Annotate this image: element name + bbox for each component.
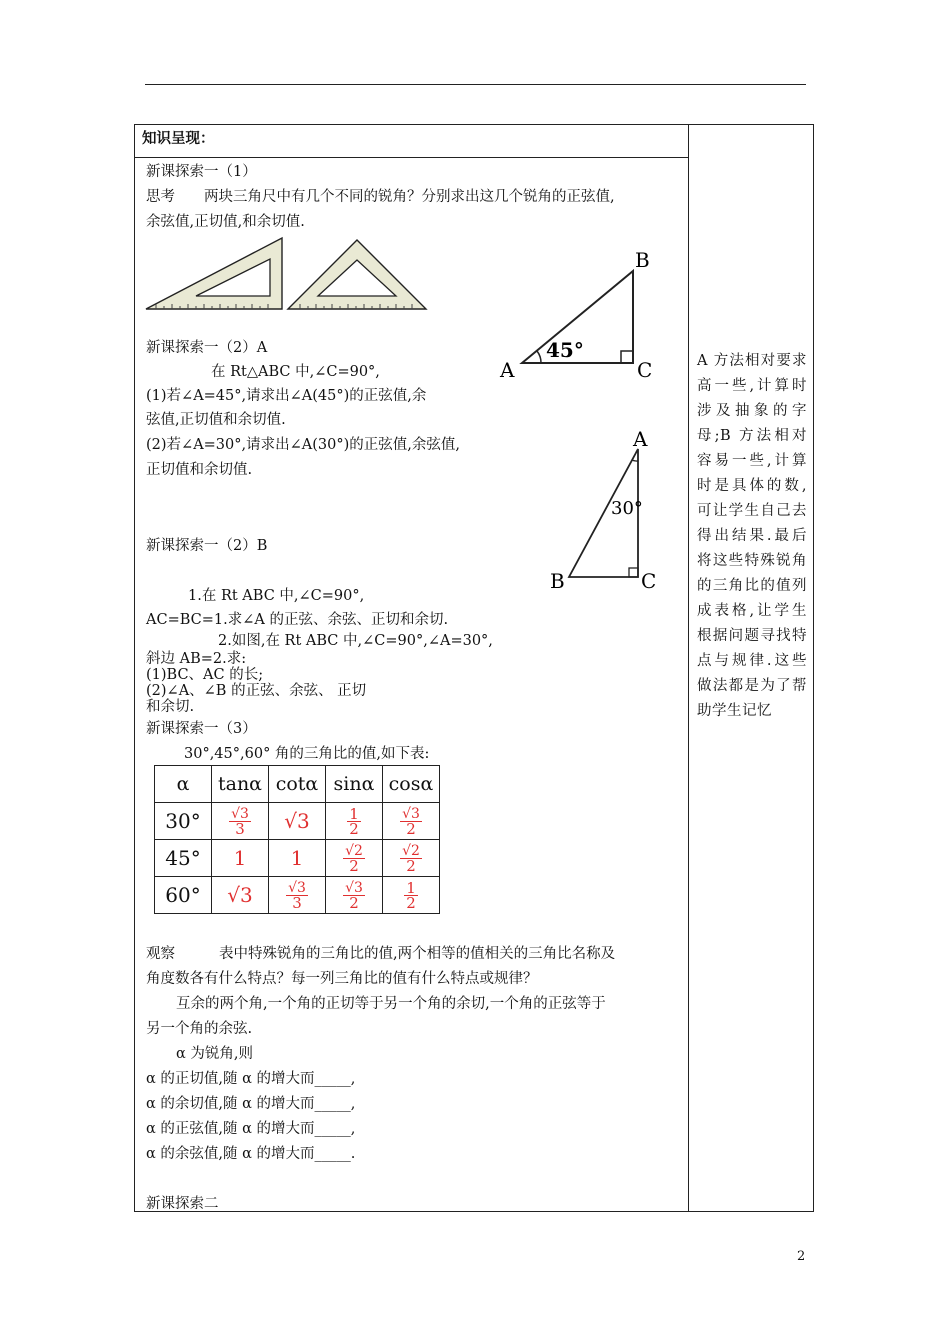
page-number: 2 <box>797 1249 806 1264</box>
angle-cell: 60° <box>155 877 212 914</box>
section2b-q2-line2: 斜边 AB=2.求: <box>146 651 247 667</box>
sin-value: $\frac{1}{2}$ <box>326 803 383 840</box>
cos-value: $\frac{1}{2}$ <box>383 877 440 914</box>
section2a-title: 新课探索一（2）A <box>146 340 268 356</box>
angle-cell: 30° <box>155 803 212 840</box>
table-header-cell: cotα <box>269 766 326 803</box>
table-header-cell: cosα <box>383 766 440 803</box>
table-header-cell: tanα <box>212 766 269 803</box>
set-square-45 <box>288 240 426 309</box>
table-row <box>155 877 440 914</box>
tan-value: $\frac{√3}{3}$ <box>212 803 269 840</box>
triangle1-vertex-a: A <box>500 358 515 382</box>
table-header-row <box>155 766 440 803</box>
triangle1-vertex-c: C <box>637 358 653 382</box>
triangle-30-figure <box>548 425 663 595</box>
section2b-q2-line4: (2)∠A、∠B 的正弦、余弦、 正切 <box>146 683 367 699</box>
section3-title: 新课探索一（3） <box>146 721 257 737</box>
think-label: 思考 <box>146 189 175 205</box>
section2b-q2-line1: 2.如图,在 Rt ABC 中,∠C=90°,∠A=30°, <box>218 633 493 649</box>
tan-value: √3 <box>212 877 269 914</box>
header-divider <box>134 157 688 158</box>
angle-cell: 45° <box>155 840 212 877</box>
tan-value: 1 <box>212 840 269 877</box>
section2a-line2: (1)若∠A=45°,请求出∠A(45°)的正弦值,余 <box>146 388 427 404</box>
set-squares-figure <box>144 236 429 312</box>
observe-line2: 角度数各有什么特点？每一列三角比的值有什么特点或规律？ <box>146 971 538 987</box>
observe-line1: 表中特殊锐角的三角比的值,两个相等的值相关的三角比名称及 <box>219 946 616 962</box>
sin-value: $\frac{√2}{2}$ <box>326 840 383 877</box>
section1-title: 新课探索一（1） <box>146 164 257 180</box>
triangle2-angle-label: 30° <box>611 498 643 519</box>
teaching-note: A 方法相对要求高一些,计算时涉及抽象的字母;B 方法相对容易一些,计算时是具体的数,可让学生自己去得出结果.最后将这些特殊锐角的三角比的值列成表格,让学生根据问题寻找特点与规律.这些做法都是为了帮助学生记忆 <box>697 353 807 719</box>
section4-title: 新课探索二 <box>146 1196 219 1212</box>
triangle1-vertex-b: B <box>635 248 650 272</box>
section2a-line3: 弦值,正切值和余切值. <box>146 412 286 428</box>
think-question-line2: 余弦值,正切值,和余切值. <box>146 214 305 230</box>
triangle2-vertex-b: B <box>550 569 565 593</box>
observe-line3: 互余的两个角,一个角的正切等于另一个角的余切,一个角的正弦等于 <box>176 996 606 1012</box>
observe-line4: 另一个角的余弦. <box>146 1021 253 1037</box>
triangle2-vertex-c: C <box>641 569 657 593</box>
fill-blank-1: α 的正切值,随 α 的增大而_____, <box>146 1071 356 1087</box>
section2b-q2-line5: 和余切. <box>146 699 195 715</box>
observe-label: 观察 <box>146 946 175 962</box>
table-header-cell: sinα <box>326 766 383 803</box>
table-row <box>155 803 440 840</box>
observe-line5: α 为锐角,则 <box>176 1046 254 1062</box>
special-angles-table <box>154 765 440 914</box>
column-divider <box>688 124 689 1212</box>
fill-blank-3: α 的正弦值,随 α 的增大而_____, <box>146 1121 356 1137</box>
section3-intro: 30°,45°,60° 角的三角比的值,如下表: <box>184 746 430 762</box>
section2a-line1: 在 Rt△ABC 中,∠C=90°, <box>211 364 380 380</box>
section2a-line5: 正切值和余切值. <box>146 462 253 478</box>
section2b-q1-line2: AC=BC=1.求∠A 的正弦、余弦、正切和余切. <box>146 612 449 628</box>
section2b-q1-line1: 1.在 Rt ABC 中,∠C=90°, <box>188 588 365 604</box>
cos-value: $\frac{√3}{2}$ <box>383 803 440 840</box>
header-rule <box>145 84 806 85</box>
sin-value: $\frac{√3}{2}$ <box>326 877 383 914</box>
triangle2-vertex-a: A <box>633 427 648 451</box>
cos-value: $\frac{√2}{2}$ <box>383 840 440 877</box>
triangle-45-figure <box>496 246 666 386</box>
cot-value: $\frac{√3}{3}$ <box>269 877 326 914</box>
think-question-line1: 两块三角尺中有几个不同的锐角？分别求出这几个锐角的正弦值, <box>204 189 615 205</box>
section2b-q2-line3: (1)BC、AC 的长; <box>146 667 264 683</box>
section2b-title: 新课探索一（2）B <box>146 538 268 554</box>
fill-blank-2: α 的余切值,随 α 的增大而_____, <box>146 1096 356 1112</box>
knowledge-title: 知识呈现： <box>142 130 215 147</box>
fill-blank-4: α 的余弦值,随 α 的增大而_____. <box>146 1146 356 1162</box>
cot-value: 1 <box>269 840 326 877</box>
table-header-cell: α <box>155 766 212 803</box>
set-square-30-60 <box>146 238 282 309</box>
cot-value: √3 <box>269 803 326 840</box>
section2a-line4: (2)若∠A=30°,请求出∠A(30°)的正弦值,余弦值, <box>146 437 460 453</box>
table-row <box>155 840 440 877</box>
triangle1-angle-label: 45° <box>546 338 584 362</box>
